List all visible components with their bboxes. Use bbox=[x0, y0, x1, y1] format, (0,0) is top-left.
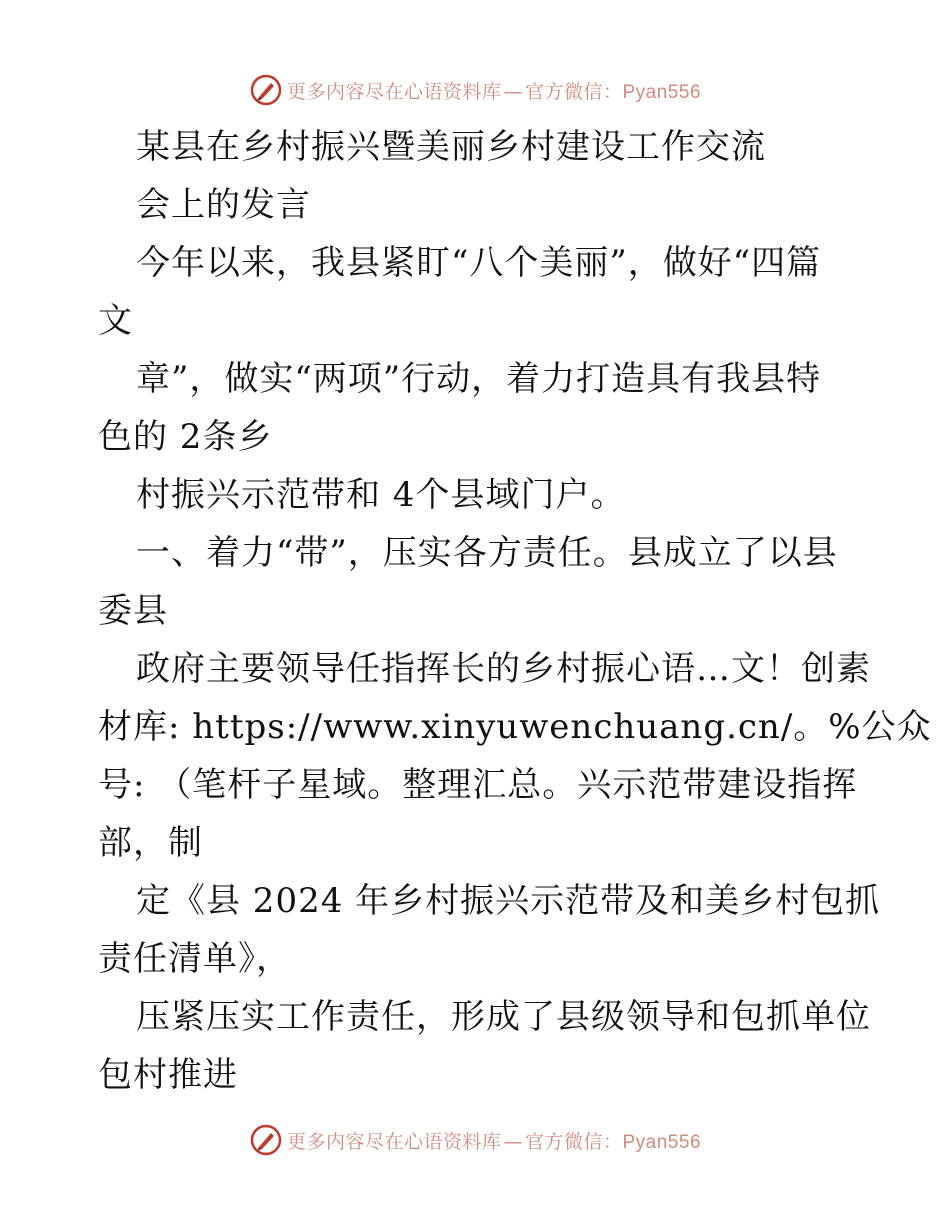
doc-line-3: 今年以来，我县紧盯“八个美丽”，做好“四篇 bbox=[136, 243, 822, 283]
doc-line-13: 部，制 bbox=[98, 823, 203, 863]
header-banner-text bbox=[287, 77, 701, 104]
footer-banner-dash: — bbox=[503, 1130, 523, 1153]
doc-title-line-2: 会上的发言 bbox=[136, 185, 311, 225]
doc-line-8: 一、着力“带”，压实各方责任。县成立了以县 bbox=[136, 533, 838, 573]
header-banner bbox=[0, 70, 950, 110]
pen-nib-logo-icon bbox=[249, 73, 283, 107]
doc-line-6: 色的 2条乡 bbox=[98, 417, 273, 457]
doc-line-16: 压紧压实工作责任，形成了县级领导和包抓单位 bbox=[136, 997, 871, 1037]
header-banner-contact-label: 官方微信： bbox=[524, 80, 623, 103]
footer-banner-contact-label: 官方微信： bbox=[524, 1130, 623, 1153]
doc-line-14: 定《县 2024 年乡村振兴示范带及和美乡村包抓 bbox=[136, 881, 881, 921]
doc-line-17: 包村推进 bbox=[98, 1055, 238, 1095]
doc-line-4: 文 bbox=[98, 301, 133, 341]
footer-banner bbox=[0, 1120, 950, 1160]
header-banner-dash: — bbox=[503, 80, 523, 103]
doc-line-11: 材库: https://www.xinyuwenchuang.cn/。%公众 bbox=[98, 707, 932, 747]
document-body bbox=[98, 118, 932, 1104]
doc-line-7: 村振兴示范带和 4个县域门户。 bbox=[136, 475, 626, 515]
header-banner-contact-id: Pyan556 bbox=[622, 81, 702, 103]
doc-line-9: 委县 bbox=[98, 591, 168, 631]
footer-banner-contact-id: Pyan556 bbox=[622, 1131, 702, 1153]
header-banner-slogan: 更多内容尽在心语资料库 bbox=[286, 80, 502, 103]
doc-line-5: 章”，做实“两项”行动，着力打造具有我县特 bbox=[136, 359, 822, 399]
pen-nib-logo-icon bbox=[249, 1123, 283, 1157]
doc-title-line-1: 某县在乡村振兴暨美丽乡村建设工作交流 bbox=[136, 127, 766, 167]
footer-banner-text bbox=[287, 1127, 701, 1154]
doc-line-12: 号: （笔杆子星域。整理汇总。兴示范带建设指挥 bbox=[98, 765, 858, 805]
doc-line-15: 责任清单》， bbox=[98, 939, 291, 979]
doc-line-10: 政府主要领导任指挥长的乡村振心语…文！创素 bbox=[136, 649, 871, 689]
footer-banner-slogan: 更多内容尽在心语资料库 bbox=[286, 1130, 502, 1153]
